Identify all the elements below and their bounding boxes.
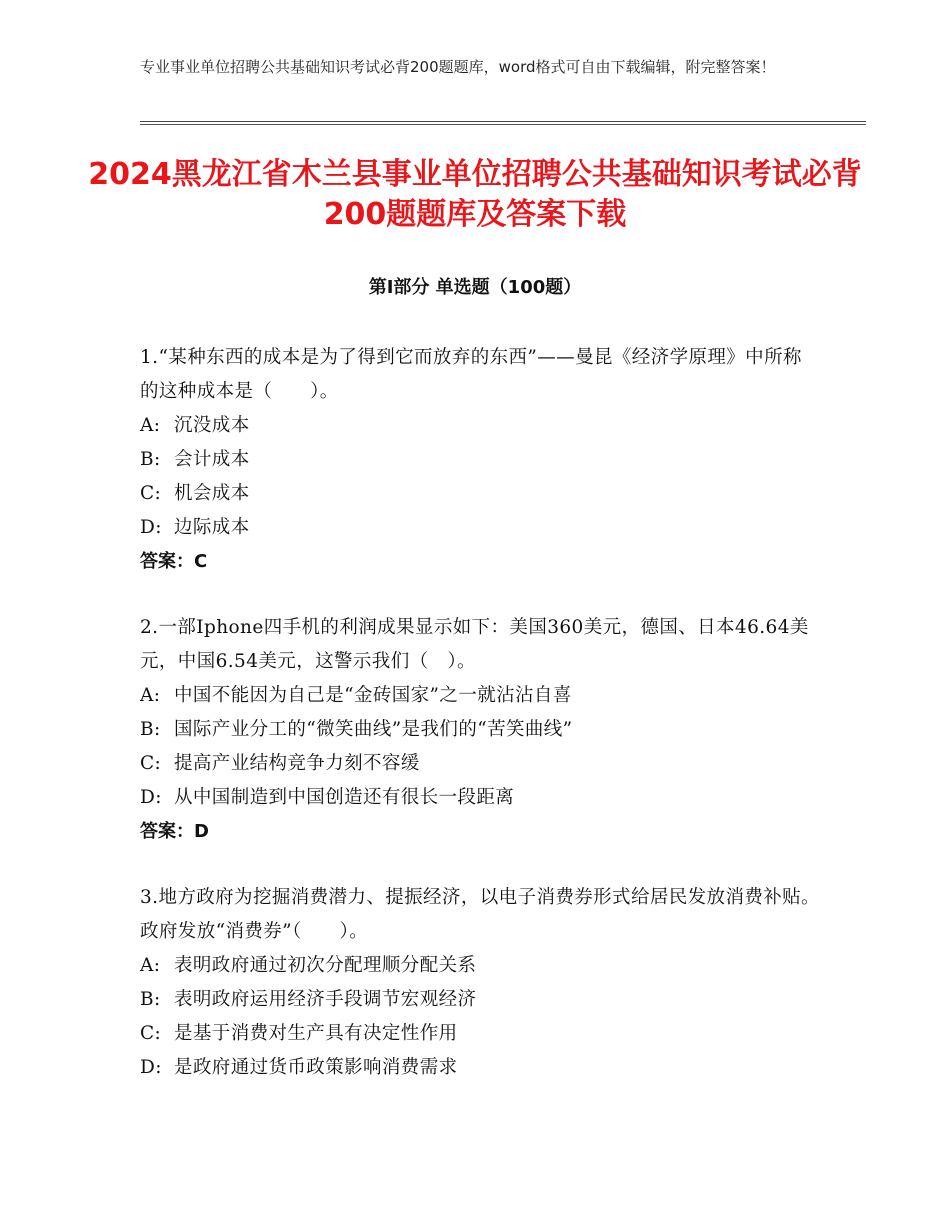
- option-letter: B:: [140, 719, 161, 740]
- option-letter: A:: [140, 685, 161, 706]
- option-letter: C:: [140, 753, 162, 774]
- option-text: 从中国制造到中国创造还有很长一段距离: [174, 787, 515, 808]
- option-letter: A:: [140, 415, 161, 436]
- option-letter: C:: [140, 483, 162, 504]
- option-a: [140, 679, 820, 713]
- option-letter: D:: [140, 517, 162, 538]
- option-d: [140, 781, 820, 815]
- option-text: 表明政府通过初次分配理顺分配关系: [174, 955, 477, 976]
- option-b: [140, 983, 820, 1017]
- option-letter: D:: [140, 1057, 162, 1078]
- question-stem: 3.地方政府为挖掘消费潜力、提振经济，以电子消费券形式给居民发放消费补贴。政府发放“消费券”（ ）。: [140, 887, 820, 942]
- question-1: [140, 341, 820, 579]
- question-stem: 2.一部Iphone四手机的利润成果显示如下：美国360美元，德国、日本46.64美元，中国6.54美元，这警示我们（ ）。: [140, 617, 809, 672]
- divider-line-2: [140, 124, 866, 125]
- option-d: [140, 511, 820, 545]
- divider-line-1: [140, 121, 866, 122]
- option-letter: B:: [140, 989, 161, 1010]
- option-text: 边际成本: [174, 517, 250, 538]
- question-2: [140, 611, 820, 849]
- option-text: 中国不能因为自己是“金砖国家”之一就沾沾自喜: [174, 685, 572, 706]
- question-list: [140, 341, 820, 1117]
- answer-label: 答案：C: [140, 551, 208, 572]
- option-letter: C:: [140, 1023, 162, 1044]
- option-text: 表明政府运用经济手段调节宏观经济: [174, 989, 477, 1010]
- option-text: 是政府通过货币政策影响消费需求: [174, 1057, 458, 1078]
- option-d: [140, 1051, 820, 1085]
- option-b: [140, 713, 820, 747]
- answer-label: 答案：D: [140, 821, 209, 842]
- option-letter: D:: [140, 787, 162, 808]
- option-c: [140, 1017, 820, 1051]
- option-letter: B:: [140, 449, 161, 470]
- document-title: 2024黑龙江省木兰县事业单位招聘公共基础知识考试必背200题题库及答案下载: [88, 157, 862, 232]
- option-a: [140, 949, 820, 983]
- option-text: 沉没成本: [174, 415, 250, 436]
- option-text: 国际产业分工的“微笑曲线”是我们的“苦笑曲线”: [174, 719, 573, 740]
- option-b: [140, 443, 820, 477]
- option-text: 提高产业结构竞争力刻不容缓: [174, 753, 420, 774]
- option-c: [140, 747, 820, 781]
- option-text: 是基于消费对生产具有决定性作用: [174, 1023, 458, 1044]
- header-divider: [140, 121, 866, 127]
- option-text: 会计成本: [174, 449, 250, 470]
- option-letter: A:: [140, 955, 161, 976]
- option-a: [140, 409, 820, 443]
- header-note: 专业事业单位招聘公共基础知识考试必背200题题库，word格式可自由下载编辑，附完整答案！: [140, 58, 776, 76]
- question-3: [140, 881, 820, 1085]
- question-stem: 1.“某种东西的成本是为了得到它而放弃的东西”——曼昆《经济学原理》中所称的这种成本是（ ）。: [140, 347, 802, 402]
- option-text: 机会成本: [174, 483, 250, 504]
- option-c: [140, 477, 820, 511]
- section-heading: 第Ⅰ部分 单选题（100题）: [368, 277, 582, 298]
